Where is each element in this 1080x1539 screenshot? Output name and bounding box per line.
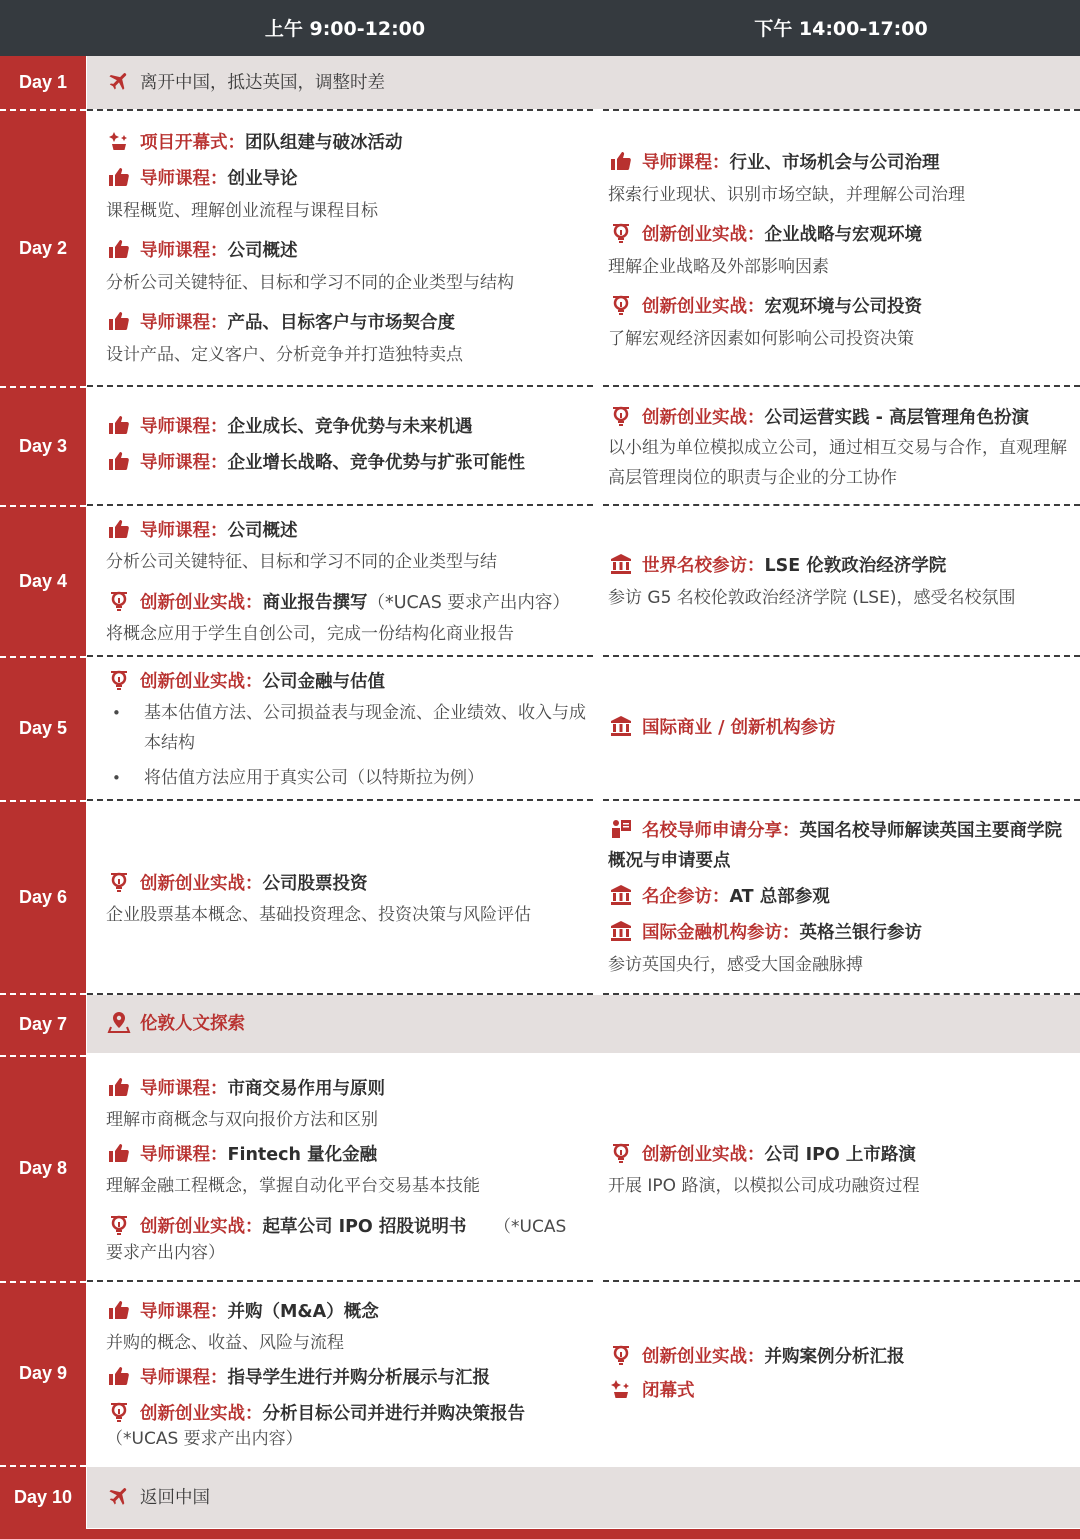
lightbulb-icon [608, 404, 634, 428]
thumbs-up-icon [106, 1298, 132, 1322]
day-label: Day 2 [18, 237, 68, 258]
day4-pm-visit: 世界名校参访：LSE 伦敦政治经济学院 [608, 551, 946, 581]
day2-pm-desc: 理解企业战略及外部影响因素 [608, 257, 829, 277]
lightbulb-icon [106, 589, 132, 613]
day8-pm-desc: 开展 IPO 路演，以模拟公司成功融资过程 [608, 1176, 920, 1196]
day10-band [87, 1467, 1080, 1528]
day8-am-practice: 创新创业实战：起草公司 IPO 招股说明书 [106, 1212, 466, 1242]
row-divider [603, 385, 1080, 387]
day7-activity: 伦敦人文探索 [106, 1009, 245, 1039]
day9-am-course: 导师课程：指导学生进行并购分析展示与汇报 [106, 1363, 490, 1393]
thumbs-up-icon [106, 1364, 132, 1388]
lightbulb-icon [608, 221, 634, 245]
day3-am-course: 导师课程：企业增长战略、竞争优势与扩张可能性 [106, 448, 525, 478]
day-label: Day 10 [13, 1487, 73, 1507]
day6-pm-desc: 参访英国央行，感受大国金融脉搏 [608, 955, 863, 975]
day9-am-practice: 创新创业实战：分析目标公司并进行并购决策报告 [106, 1399, 525, 1429]
day6-pm-visit: 名企参访：AT 总部参观 [608, 882, 830, 912]
day8-am-course: 导师课程：Fintech 量化金融 [106, 1140, 377, 1170]
day2-pm-practice: 创新创业实战：企业战略与宏观环境 [608, 220, 922, 250]
day9-pm-closing: 闭幕式 [608, 1376, 695, 1406]
day-label: Day 9 [18, 1363, 68, 1383]
plane-icon [106, 69, 132, 93]
mentor-icon [608, 817, 634, 841]
bank-icon [608, 883, 634, 907]
bullet-mark: • [112, 704, 121, 722]
row-divider [603, 799, 1080, 801]
day2-pm-desc: 探索行业现状、识别市场空缺，并理解公司治理 [608, 185, 965, 205]
bank-icon [608, 714, 634, 738]
afternoon-column-header: 下午 14:00-17:00 [754, 18, 928, 40]
day8-am-desc: 理解市商概念与双向报价方法和区别 [106, 1110, 378, 1130]
row-divider [87, 385, 593, 387]
day4-pm-desc: 参访 G5 名校伦敦政治经济学院 (LSE)，感受名校氛围 [608, 588, 1016, 608]
lightbulb-icon [106, 1400, 132, 1424]
thumbs-up-icon [106, 413, 132, 437]
day9-am-course: 导师课程：并购（M&A）概念 [106, 1297, 379, 1327]
day6-pm-share: 名校导师申请分享：英国名校导师解读英国主要商学院概况与申请要点 [608, 816, 1074, 876]
day4-am-course: 导师课程：公司概述 [106, 516, 298, 546]
day5-bullet: 将估值方法应用于真实公司（以特斯拉为例） [144, 768, 484, 788]
day2-am-course: 导师课程：创业导论 [106, 164, 298, 194]
thumbs-up-icon [106, 517, 132, 541]
day4-am-practice: 创新创业实战：商业报告撰写（*UCAS 要求产出内容） [106, 588, 570, 618]
day2-am-course: 导师课程：产品、目标客户与市场契合度 [106, 308, 455, 338]
day5-bullet: 基本估值方法、公司损益表与现金流、企业绩效、收入与成本结构 [144, 703, 586, 753]
row-divider [603, 504, 1080, 506]
lightbulb-icon [106, 668, 132, 692]
lightbulb-icon [608, 1343, 634, 1367]
day-label: Day 5 [18, 718, 68, 738]
thumbs-up-icon [106, 1141, 132, 1165]
row-divider [603, 655, 1080, 657]
day3-pm-practice: 创新创业实战：公司运营实践 - 高层管理角色扮演 [608, 403, 1029, 433]
day9-am-note: （*UCAS 要求产出内容） [106, 1429, 303, 1449]
location-icon [106, 1010, 132, 1034]
day2-am-desc: 设计产品、定义客户、分析竞争并打造独特卖点 [106, 345, 463, 365]
thumbs-up-icon [608, 149, 634, 173]
day2-am-desc: 课程概览、理解创业流程与课程目标 [106, 201, 378, 221]
day-label: Day 3 [18, 435, 68, 456]
day6-pm-visit: 国际金融机构参访：英格兰银行参访 [608, 918, 922, 948]
day5-am-practice: 创新创业实战：公司金融与估值 [106, 667, 385, 697]
day3-pm-desc: 以小组为单位模拟成立公司，通过相互交易与合作，直观理解高层管理岗位的职责与企业的分工协作 [608, 438, 1067, 488]
bank-icon [608, 552, 634, 576]
row-divider [603, 993, 1080, 995]
thumbs-up-icon [106, 309, 132, 333]
day10-activity: 返回中国 [106, 1483, 210, 1513]
day3-am-course: 导师课程：企业成长、竞争优势与未来机遇 [106, 412, 473, 442]
day2-am-desc: 分析公司关键特征、目标和学习不同的企业类型与结构 [106, 273, 514, 293]
row-divider [603, 1280, 1080, 1282]
day9-am-desc: 并购的概念、收益、风险与流程 [106, 1333, 344, 1353]
schedule-header [0, 0, 1080, 56]
morning-column-header: 上午 9:00-12:00 [264, 18, 426, 40]
day5-pm-visit: 国际商业 / 创新机构参访 [608, 713, 836, 743]
day2-pm-course: 导师课程：行业、市场机会与公司治理 [608, 148, 940, 178]
day2-opening: 项目开幕式：团队组建与破冰活动 [106, 128, 403, 158]
thumbs-up-icon [106, 165, 132, 189]
thumbs-up-icon [106, 1075, 132, 1099]
thumbs-up-icon [106, 237, 132, 261]
day2-am-course: 导师课程：公司概述 [106, 236, 298, 266]
row-divider [87, 504, 593, 506]
row-divider [87, 655, 593, 657]
day-label: Day 4 [18, 570, 68, 591]
row-divider [87, 799, 593, 801]
day6-am-practice: 创新创业实战：公司股票投资 [106, 869, 368, 899]
day1-activity: 离开中国，抵达英国，调整时差 [106, 68, 385, 98]
day-label: Day 6 [18, 886, 68, 907]
day4-am-desc: 将概念应用于学生自创公司，完成一份结构化商业报告 [106, 624, 514, 644]
day2-pm-practice: 创新创业实战：宏观环境与公司投资 [608, 292, 922, 322]
bullet-mark: • [112, 769, 121, 787]
lightbulb-icon [608, 1141, 634, 1165]
day-label: Day 7 [18, 1014, 68, 1034]
row-divider [87, 993, 593, 995]
day8-am-desc: 理解金融工程概念，掌握自动化平台交易基本技能 [106, 1176, 480, 1196]
bottom-bar [0, 1529, 1080, 1539]
day8-pm-practice: 创新创业实战：公司 IPO 上市路演 [608, 1140, 916, 1170]
thumbs-up-icon [106, 449, 132, 473]
lightbulb-icon [106, 870, 132, 894]
day-label: Day 8 [18, 1158, 68, 1178]
row-divider [87, 1280, 593, 1282]
day9-pm-practice: 创新创业实战：并购案例分析汇报 [608, 1342, 905, 1372]
day4-am-desc: 分析公司关键特征、目标和学习不同的企业类型与结 [106, 552, 497, 572]
lightbulb-icon [608, 293, 634, 317]
day8-am-note: （*UCAS 要求产出内容） [106, 1217, 567, 1263]
day2-pm-desc: 了解宏观经济因素如何影响公司投资决策 [608, 329, 914, 349]
day-label: Day 1 [18, 72, 68, 92]
day6-am-desc: 企业股票基本概念、基础投资理念、投资决策与风险评估 [106, 905, 531, 925]
row-divider [603, 109, 1080, 111]
row-divider [87, 109, 593, 111]
bank-icon [608, 919, 634, 943]
plane-icon [106, 1484, 132, 1508]
day8-am-course: 导师课程：市商交易作用与原则 [106, 1074, 385, 1104]
celebrate-icon [608, 1377, 634, 1401]
celebrate-icon [106, 129, 132, 153]
